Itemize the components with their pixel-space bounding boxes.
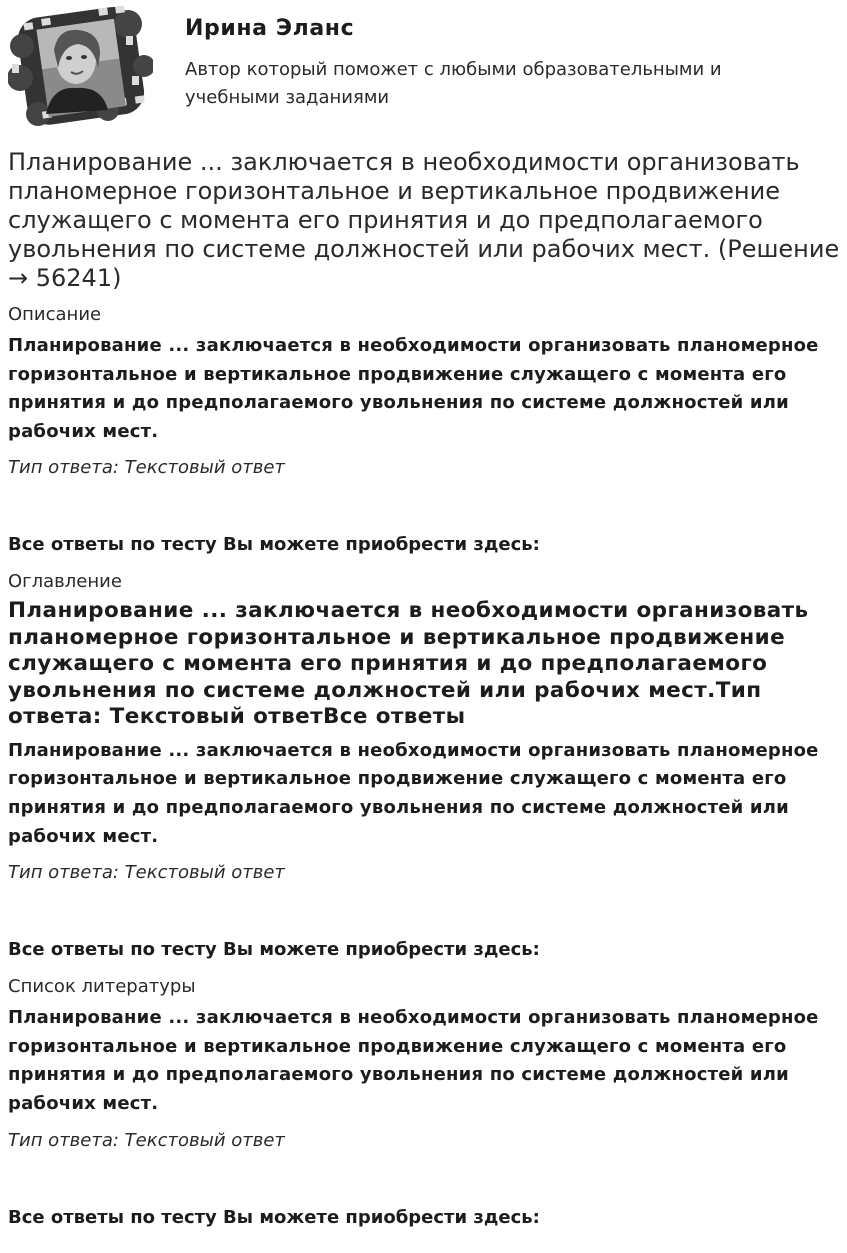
toc-label: Оглавление bbox=[8, 571, 122, 593]
author-name[interactable]: Ирина Эланс bbox=[185, 16, 355, 41]
answer-type: Тип ответа: Текстовый ответ bbox=[8, 457, 285, 479]
page-title: Планирование ... заключается в необходимости организовать планомерное горизонтальное и вертикальное продвижение служащего с момента его принятия и до предполагаемого увольнения по системе должностей или рабочих мест. (Решение → 56241) bbox=[8, 148, 840, 292]
author-card bbox=[8, 6, 840, 128]
answer-type: Тип ответа: Текстовый ответ bbox=[8, 1129, 285, 1151]
buy-all-answers-text: Все ответы по тесту Вы можете приобрести здесь: bbox=[8, 534, 540, 556]
question-text: Планирование ... заключается в необходимости организовать планомерное горизонтальное и вертикальное продвижение служащего с момента его принятия и до предполагаемого увольнения по системе должностей или рабочих мест. bbox=[8, 335, 819, 442]
literature-section bbox=[8, 976, 842, 1228]
literature-label: Список литературы bbox=[8, 976, 196, 998]
description-section bbox=[8, 304, 842, 556]
question-text: Планирование ... заключается в необходимости организовать планомерное горизонтальное и вертикальное продвижение служащего с момента его принятия и до предполагаемого увольнения по системе должностей или рабочих мест. bbox=[8, 1007, 819, 1115]
author-avatar[interactable] bbox=[8, 6, 153, 128]
author-bio: Автор который поможет с любыми образовательными и учебными заданиями bbox=[185, 59, 722, 108]
author-photo bbox=[37, 19, 126, 117]
buy-all-answers-text: Все ответы по тесту Вы можете приобрести здесь: bbox=[8, 1206, 540, 1228]
toc-title: Планирование ... заключается в необходимости организовать планомерное горизонтальное и вертикальное продвижение служащего с момента его принятия и до предполагаемого увольнения по системе должностей или рабочих мест.Тип ответа: Текстовый ответВсе ответы bbox=[8, 598, 809, 730]
answer-type: Тип ответа: Текстовый ответ bbox=[8, 862, 285, 884]
description-label: Описание bbox=[8, 304, 102, 325]
toc-section bbox=[8, 571, 842, 961]
question-text: Планирование ... заключается в необходимости организовать планомерное горизонтальное и вертикальное продвижение служащего с момента его принятия и до предполагаемого увольнения по системе должностей или рабочих мест. bbox=[8, 739, 819, 847]
main-content bbox=[8, 148, 842, 1229]
buy-all-answers-text: Все ответы по тесту Вы можете приобрести здесь: bbox=[8, 939, 540, 961]
